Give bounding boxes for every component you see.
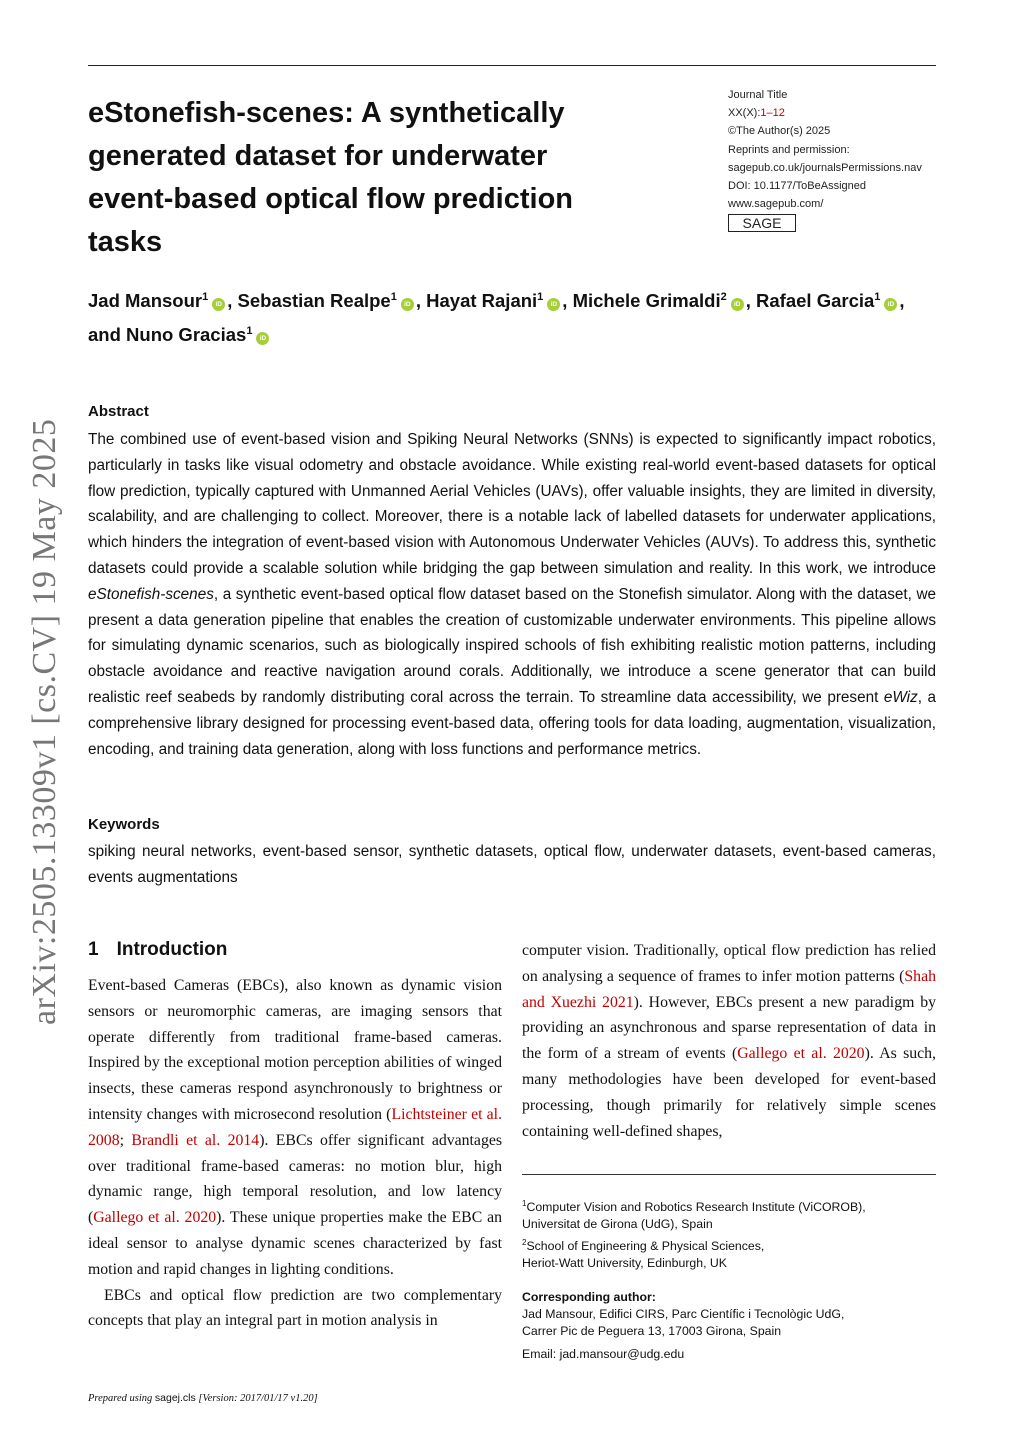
orcid-icon[interactable]: iD: [212, 298, 225, 311]
author-affiliation: 1: [246, 325, 253, 338]
author-name: Nuno Gracias: [126, 324, 247, 346]
pages-link[interactable]: 1–12: [760, 107, 785, 120]
author-affiliation: 2: [720, 291, 727, 303]
intro-left-column: [88, 973, 502, 1334]
citation-link[interactable]: Shah and Xuezhi 2021: [522, 967, 936, 1011]
section-number: 1: [88, 939, 99, 960]
arxiv-stamp[interactable]: arXiv:2505.13309v1 [cs.CV] 19 May 2025: [26, 418, 63, 1025]
journal-reprints: Reprints and permission:: [728, 143, 850, 156]
page-footer: Prepared using sagej.cls [Version: 2017/01/17 v1.20]: [88, 1392, 318, 1404]
author-affiliation: 1: [537, 291, 544, 303]
journal-name: Journal Title: [728, 89, 788, 101]
author-name: Hayat Rajani: [426, 290, 538, 312]
intro-right-column: [522, 938, 936, 1144]
citation-link[interactable]: Gallego et al. 2020: [93, 1209, 217, 1227]
intro-paragraph: computer vision. Traditionally, optical flow prediction has relied on analysing a sequence of frames to infer motion patterns (Shah and Xuezhi 2021). However, EBCs present a new paradigm by providing an asynchronous and sparse representation of data in the form of a stream of events (Gallego et al. 2020). As such, many methodologies have been developed for event-based processing, though primarily for relatively simple scenes containing well-defined shapes,: [522, 942, 936, 1140]
author-affiliation: 1: [390, 291, 397, 303]
author-list: Jad Mansour$^1$iD , Sebastian Realpe$^1$iD , Hayat Rajani$^1$iD , Michele Grimaldi$^2$iD , Rafael Garcia$^1$iD , and Nuno Gracias$^1$iD: [88, 290, 905, 346]
journal-info: [728, 86, 958, 235]
journal-reprints-url[interactable]: sagepub.co.uk/journalsPermissions.nav: [728, 161, 922, 174]
authors-and: and: [88, 324, 121, 346]
footnote-rule: [522, 1174, 936, 1175]
affiliation-2: $^2$School of Engineering & Physical Sciences,: [522, 1237, 765, 1253]
header-rule: [88, 65, 936, 66]
affiliation-1: $^1$Computer Vision and Robotics Research Institute (ViCOROB),: [522, 1199, 866, 1215]
author-name: Michele Grimaldi: [572, 290, 721, 312]
keywords-heading: Keywords: [88, 816, 160, 833]
abstract-text: The combined use of event-based vision and Spiking Neural Networks (SNNs) is expected to significantly impact robotics, particularly in tasks like visual odometry and obstacle avoidance. While existing real-world event-based datasets for optical flow prediction, typically captured with Unmanned Aerial Vehicles (UAVs), offer valuable insights, they are limited in diversity, scalability, and are challenging to collect. Moreover, there is a notable lack of labelled datasets for underwater applications, which hinders the integration of event-based vision with Autonomous Underwater Vehicles (AUVs). To address this, synthetic datasets could provide a scalable solution while bridging the gap between simulation and reality. In this work, we introduce eStonefish-scenes, a synthetic event-based optical flow dataset based on the Stonefish simulator. Along with the dataset, we present a data generation pipeline that enables the creation of customizable underwater environments. This pipeline allows for simulating dynamic scenarios, such as biologically inspired schools of fish exhibiting realistic motion patterns, including obstacle avoidance and reactive navigation around corals. Additionally, we introduce a scene generator that can build realistic reef seabeds by randomly distributing coral across the terrain. To streamline data accessibility, we present eWiz, a comprehensive library designed for processing event-based data, offering tools for data loading, augmentation, visualization, encoding, and training data generation, along with loss functions and performance metrics.: [88, 431, 936, 758]
corresponding-address-line2: Carrer Pic de Peguera 13, 17003 Girona, Spain: [522, 1324, 782, 1339]
author-name: Jad Mansour: [88, 290, 203, 312]
class-file: sagej.cls: [154, 1392, 196, 1404]
footnotes: [522, 1195, 936, 1363]
keywords-text: spiking neural networks, event-based sensor, synthetic datasets, optical flow, underwater datasets, event-based cameras, events augmentations: [88, 843, 936, 886]
journal-website[interactable]: www.sagepub.com/: [728, 198, 824, 211]
journal-issue: XX(X):1–12: [728, 107, 785, 120]
orcid-icon[interactable]: iD: [401, 298, 414, 311]
section-heading: [88, 939, 227, 961]
author-name: Sebastian Realpe: [237, 290, 391, 312]
journal-copyright: ©The Author(s) 2025: [728, 125, 831, 138]
orcid-icon[interactable]: iD: [547, 298, 560, 311]
citation-link[interactable]: Brandli et al. 2014: [131, 1131, 260, 1149]
citation-link[interactable]: Lichtsteiner et al. 2008: [88, 1105, 502, 1149]
corresponding-address: Jad Mansour, Edifici CIRS, Parc Científic i Tecnològic UdG,: [522, 1307, 845, 1322]
affiliation-1-line2: Universitat de Girona (UdG), Spain: [522, 1217, 713, 1232]
intro-paragraph: Event-based Cameras (EBCs), also known as dynamic vision sensors or neuromorphic cameras, are imaging sensors that operate differently from traditional frame-based cameras. Inspired by the exceptional motion perception abilities of winged insects, these cameras respond asynchronously to brightness or intensity changes with microsecond resolution (Lichtsteiner et al. 2008; Brandli et al. 2014). EBCs offer significant advantages over traditional frame-based cameras: no motion blur, high dynamic range, high temporal resolution, and low latency (Gallego et al. 2020). These unique properties make the EBC an ideal sensor to analyse dynamic scenes characterized by fast motion and rapid changes in lighting conditions.: [88, 977, 502, 1278]
sage-logo: SAGE: [728, 214, 796, 232]
author-affiliation: 1: [874, 291, 881, 303]
affiliation-2-line2: Heriot-Watt University, Edinburgh, UK: [522, 1255, 728, 1270]
corresponding-heading: Corresponding author:: [522, 1290, 656, 1304]
section-title: Introduction: [116, 939, 228, 960]
orcid-icon[interactable]: iD: [884, 298, 897, 311]
paper-title: eStonefish-scenes: A synthetically generated dataset for underwater event-based optical flow prediction tasks: [88, 97, 574, 258]
intro-paragraph: EBCs and optical flow prediction are two complementary concepts that play an integral part in motion analysis in: [88, 1286, 502, 1330]
library-name: eWiz: [883, 688, 918, 706]
abstract-heading: Abstract: [88, 403, 149, 420]
citation-link[interactable]: Gallego et al. 2020: [737, 1045, 865, 1063]
orcid-icon[interactable]: iD: [731, 298, 744, 311]
journal-doi: DOI: 10.1177/ToBeAssigned: [728, 180, 866, 193]
author-affiliation: 1: [202, 291, 209, 303]
author-name: Rafael Garcia: [756, 290, 875, 312]
orcid-icon[interactable]: iD: [256, 332, 269, 345]
corresponding-email[interactable]: Email: jad.mansour@udg.edu: [522, 1346, 685, 1361]
dataset-name: eStonefish-scenes: [88, 585, 214, 603]
